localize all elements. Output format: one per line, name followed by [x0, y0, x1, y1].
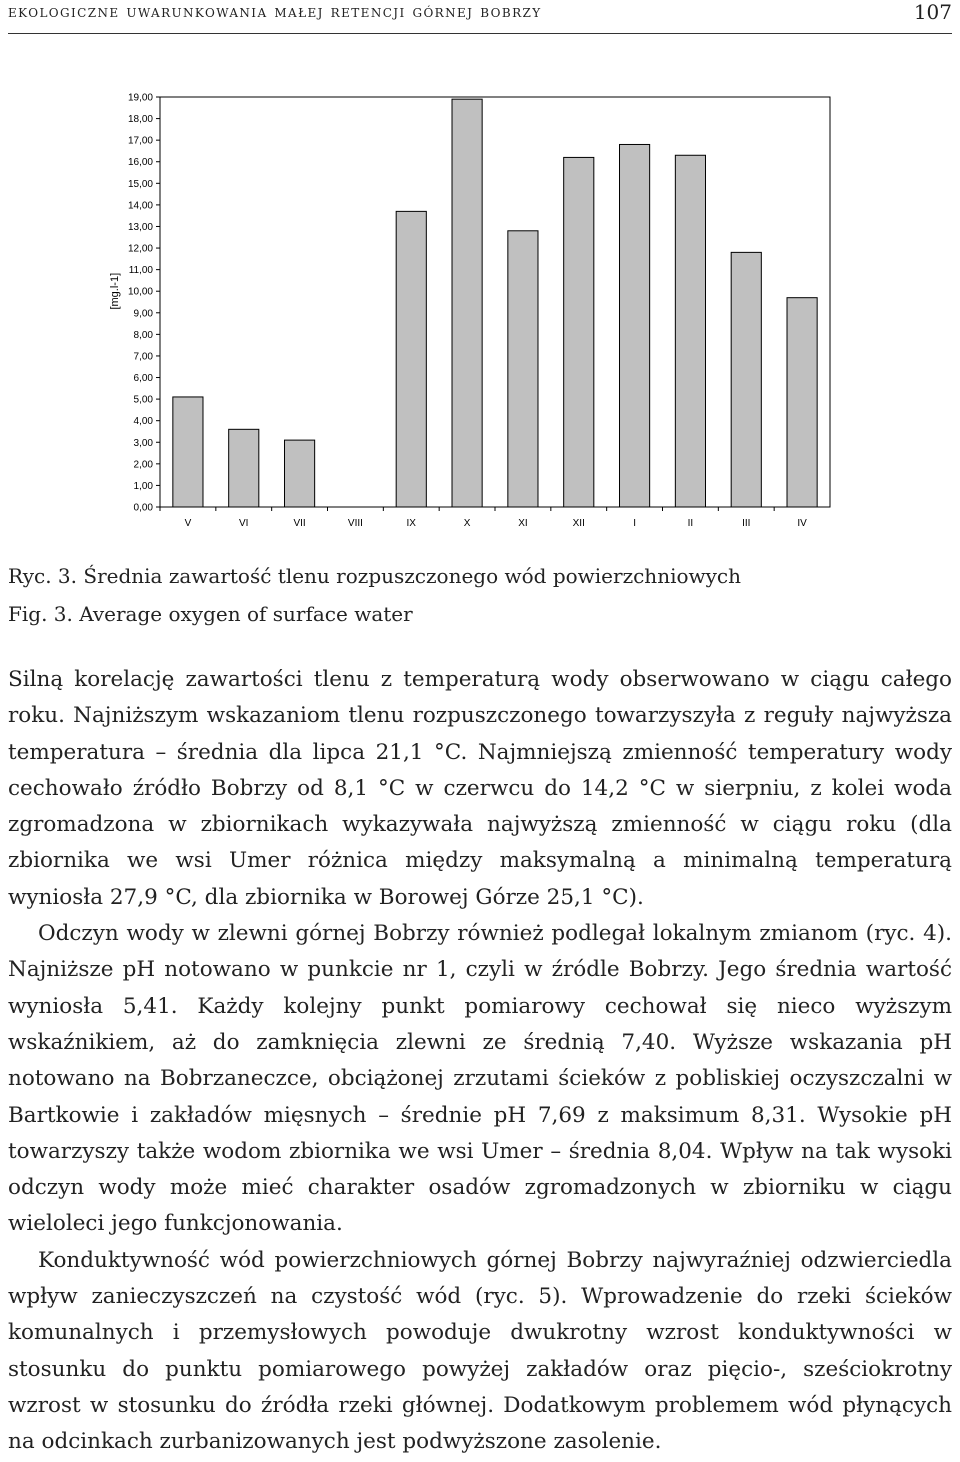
y-tick-label: 18,00 — [127, 114, 153, 126]
y-tick-label: 15,00 — [127, 178, 153, 190]
bar-iii — [731, 252, 761, 507]
x-tick-label: XII — [572, 518, 585, 529]
y-tick-label: 9,00 — [133, 308, 153, 320]
x-tick-label: V — [184, 518, 192, 529]
figure-caption-polish: Ryc. 3. Średnia zawartość tlenu rozpuszczonego wód powierzchniowych — [8, 564, 742, 588]
running-title: ekologiczne uwarunkowania małej retencji górnej bobrzy — [8, 2, 542, 22]
x-tick-label: X — [463, 518, 471, 529]
y-tick-label: 14,00 — [127, 200, 153, 212]
header-rule — [8, 33, 952, 34]
bar-i — [620, 144, 650, 507]
bar-v — [173, 397, 203, 507]
x-tick-label: XI — [518, 518, 528, 529]
bar-vi — [229, 429, 259, 507]
bar-xii — [564, 157, 594, 507]
y-tick-label: 3,00 — [133, 437, 153, 449]
y-tick-label: 6,00 — [133, 373, 153, 385]
y-tick-label: 12,00 — [127, 243, 153, 255]
y-tick-label: 11,00 — [128, 265, 153, 277]
y-tick-label: 1,00 — [133, 480, 153, 492]
y-tick-label: 5,00 — [133, 394, 153, 406]
x-tick-label: VIII — [347, 518, 363, 529]
paragraph-ph: Odczyn wody w zlewni górnej Bobrzy również podlegał lokalnym zmianom (ryc. 4). Najniższe pH notowano w punkcie nr 1, czyli w źródle Bobrzy. Jego średnia wartość wyniosła 5,41. Każdy kolejny punkt pomiarowy cechował się nieco wyższym wskaźnikiem, aż do zamknięcia zlewni ze średnią 7,40. Wyższe wskazania pH notowano na Bobrzaneczce, obciążonej zrzutami ścieków z pobliskiej oczyszczalni w Bartkowie i zakładów mięsnych – średnie pH 7,69 z maksimum 8,31. Wysokie pH towarzyszy także wodom zbiornika we wsi Umer – średnia 8,04. Wpływ na tak wysoki odczyn wody może mieć charakter osadów zgromadzonych w zbiorniku w ciągu wieloleci jego funkcjonowania. — [8, 921, 952, 1237]
x-tick-label: VI — [239, 518, 249, 529]
y-axis-label: [mg.l-1] — [109, 272, 121, 310]
x-tick-label: IX — [406, 518, 416, 529]
y-tick-label: 4,00 — [133, 416, 153, 428]
bar-vii — [285, 440, 315, 507]
y-tick-label: 13,00 — [127, 221, 153, 233]
y-tick-label: 7,00 — [133, 351, 153, 363]
figure-caption-english: Fig. 3. Average oxygen of surface water — [8, 602, 413, 626]
bar-xi — [508, 231, 538, 507]
plot-area-frame — [160, 97, 830, 507]
oxygen-bar-chart — [100, 84, 840, 534]
running-header — [8, 0, 952, 30]
x-tick-label: I — [633, 518, 636, 529]
chart-bars — [173, 99, 817, 507]
page-number: 107 — [913, 0, 952, 24]
y-tick-label: 17,00 — [127, 135, 153, 147]
paragraph-oxygen-temperature: Silną korelację zawartości tlenu z temperaturą wody obserwowano w ciągu całego roku. Najniższym wskazaniom tlenu rozpuszczonego towarzyszyła z reguły najwyższa temperatura – średnia dla lipca 21,1 °C. Najmniejszą zmienność temperatury wody cechowało źródło Bobrzy od 8,1 °C w czerwcu do 14,2 °C w sierpniu, z kolei woda zgromadzona w zbiornikach wykazywała najwyższą zmienność w ciągu roku (dla zbiornika we wsi Umer różnica między maksymalną a minimalną temperaturą wyniosła 27,9 °C, dla zbiornika w Borowej Górze 25,1 °C). — [8, 667, 952, 910]
y-tick-label: 16,00 — [127, 157, 153, 169]
bar-ii — [675, 155, 705, 507]
y-tick-label: 10,00 — [127, 286, 153, 298]
body-text — [8, 662, 952, 1461]
y-tick-label: 19,00 — [127, 92, 153, 104]
paragraph-conductivity: Konduktywność wód powierzchniowych górnej Bobrzy najwyraźniej odzwierciedla wpływ zanieczyszczeń na czystość wód (ryc. 5). Wprowadzenie do rzeki ścieków komunalnych i przemysłowych powoduje dwukrotny wzrost konduktywności w stosunku do punktu pomiarowego powyżej zakładów oraz pięcio-, sześciokrotny wzrost w stosunku do źródła rzeki głównej. Dodatkowym problemem wód płynących na odcinkach zurbanizowanych jest podwyższone zasolenie. — [8, 1247, 952, 1455]
x-tick-label: III — [742, 518, 751, 529]
x-tick-label: VII — [293, 518, 306, 529]
bar-x — [452, 99, 482, 507]
x-tick-label: II — [687, 518, 694, 529]
x-tick-label: IV — [797, 518, 807, 529]
y-tick-label: 2,00 — [133, 459, 153, 471]
y-tick-label: 0,00 — [133, 502, 153, 514]
y-tick-label: 8,00 — [133, 329, 153, 341]
bar-ix — [396, 211, 426, 507]
bar-iv — [787, 298, 817, 507]
